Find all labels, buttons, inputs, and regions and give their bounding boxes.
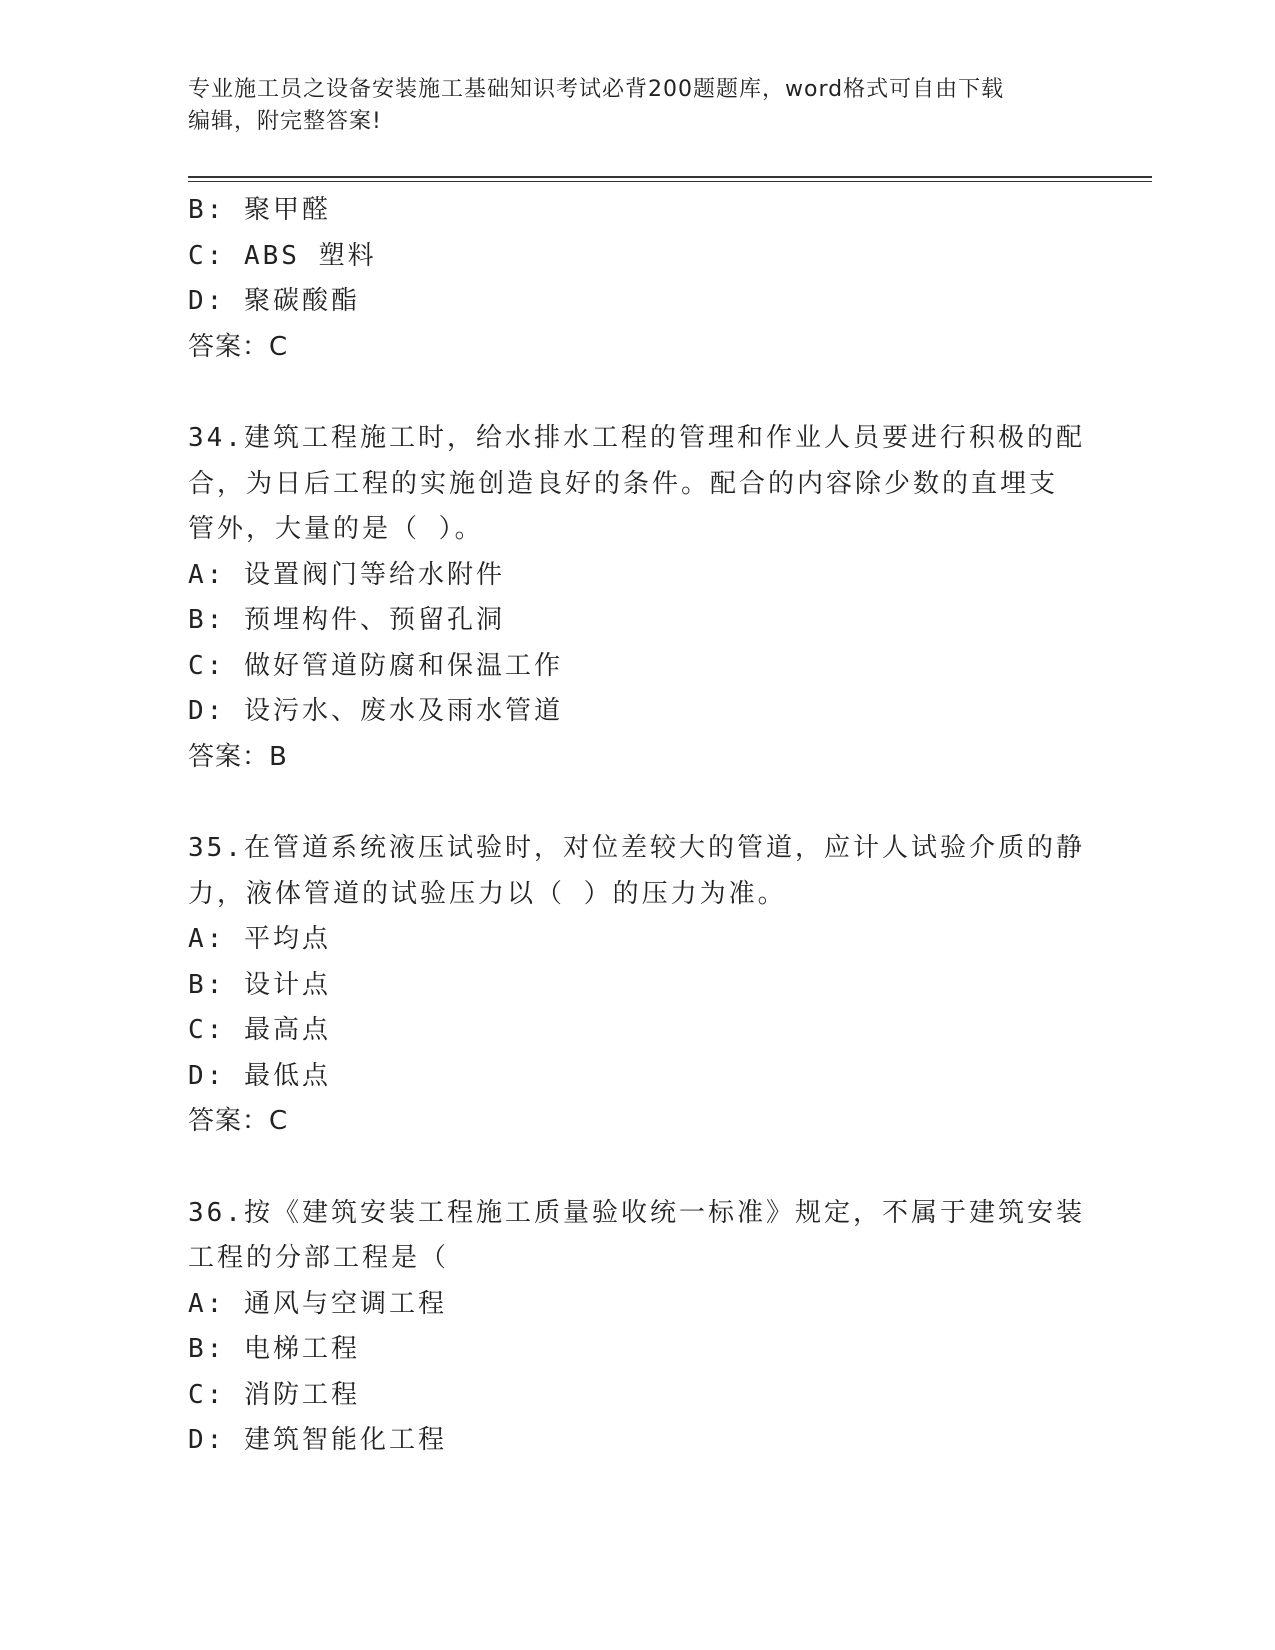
question-text-line: 36.按《建筑安装工程施工质量验收统一标准》规定，不属于建筑安装	[188, 1197, 1085, 1228]
question-36	[188, 1191, 1088, 1464]
header-rule-thin	[188, 181, 1152, 182]
question-text-line: 合，为日后工程的实施创造良好的条件。配合的内容除少数的直埋支	[188, 468, 1059, 499]
question-text-line: 管外，大量的是（ ）。	[188, 514, 484, 544]
carryover-block	[188, 188, 1088, 370]
option-d: D: 最低点	[188, 1060, 331, 1091]
question-34	[188, 416, 1088, 780]
question-text-line: 力，液体管道的试验压力以（ ）的压力为准。	[188, 878, 787, 909]
spacer	[188, 370, 1088, 416]
question-list	[188, 188, 1088, 1464]
header-rule-thick	[188, 176, 1152, 178]
option-a: A: 通风与空调工程	[188, 1288, 447, 1319]
option-c: C: 最高点	[188, 1015, 331, 1045]
option-c: C: 消防工程	[188, 1379, 360, 1410]
header-line-2: 编辑，附完整答案!	[188, 109, 382, 134]
question-text-line: 34.建筑工程施工时，给水排水工程的管理和作业人员要进行积极的配	[188, 423, 1085, 453]
question-text-line: 工程的分部工程是（	[188, 1243, 450, 1273]
option-c: C: 做好管道防腐和保温工作	[188, 650, 563, 681]
option-d: D: 设污水、废水及雨水管道	[188, 696, 563, 726]
option-c: C: ABS 塑料	[188, 240, 377, 271]
answer-line: 答案：C	[188, 1106, 289, 1136]
answer-line: 答案：C	[188, 331, 289, 362]
question-text-line: 35.在管道系统液压试验时，对位差较大的管道，应计人试验介质的静	[188, 833, 1085, 863]
document-header	[188, 74, 1088, 138]
question-35	[188, 826, 1088, 1145]
option-a: A: 设置阀门等给水附件	[188, 559, 505, 590]
option-b: B: 预埋构件、预留孔洞	[188, 605, 505, 635]
spacer	[188, 780, 1088, 826]
option-b: B: 聚甲醛	[188, 195, 331, 225]
option-d: D: 聚碳酸酯	[188, 286, 360, 316]
option-b: B: 电梯工程	[188, 1334, 360, 1364]
option-d: D: 建筑智能化工程	[188, 1425, 447, 1455]
spacer	[188, 1145, 1088, 1191]
header-line-1: 专业施工员之设备安装施工基础知识考试必背200题题库，word格式可自由下载	[188, 77, 1005, 102]
answer-line: 答案：B	[188, 741, 288, 772]
option-b: B: 设计点	[188, 969, 331, 1000]
option-a: A: 平均点	[188, 924, 331, 954]
